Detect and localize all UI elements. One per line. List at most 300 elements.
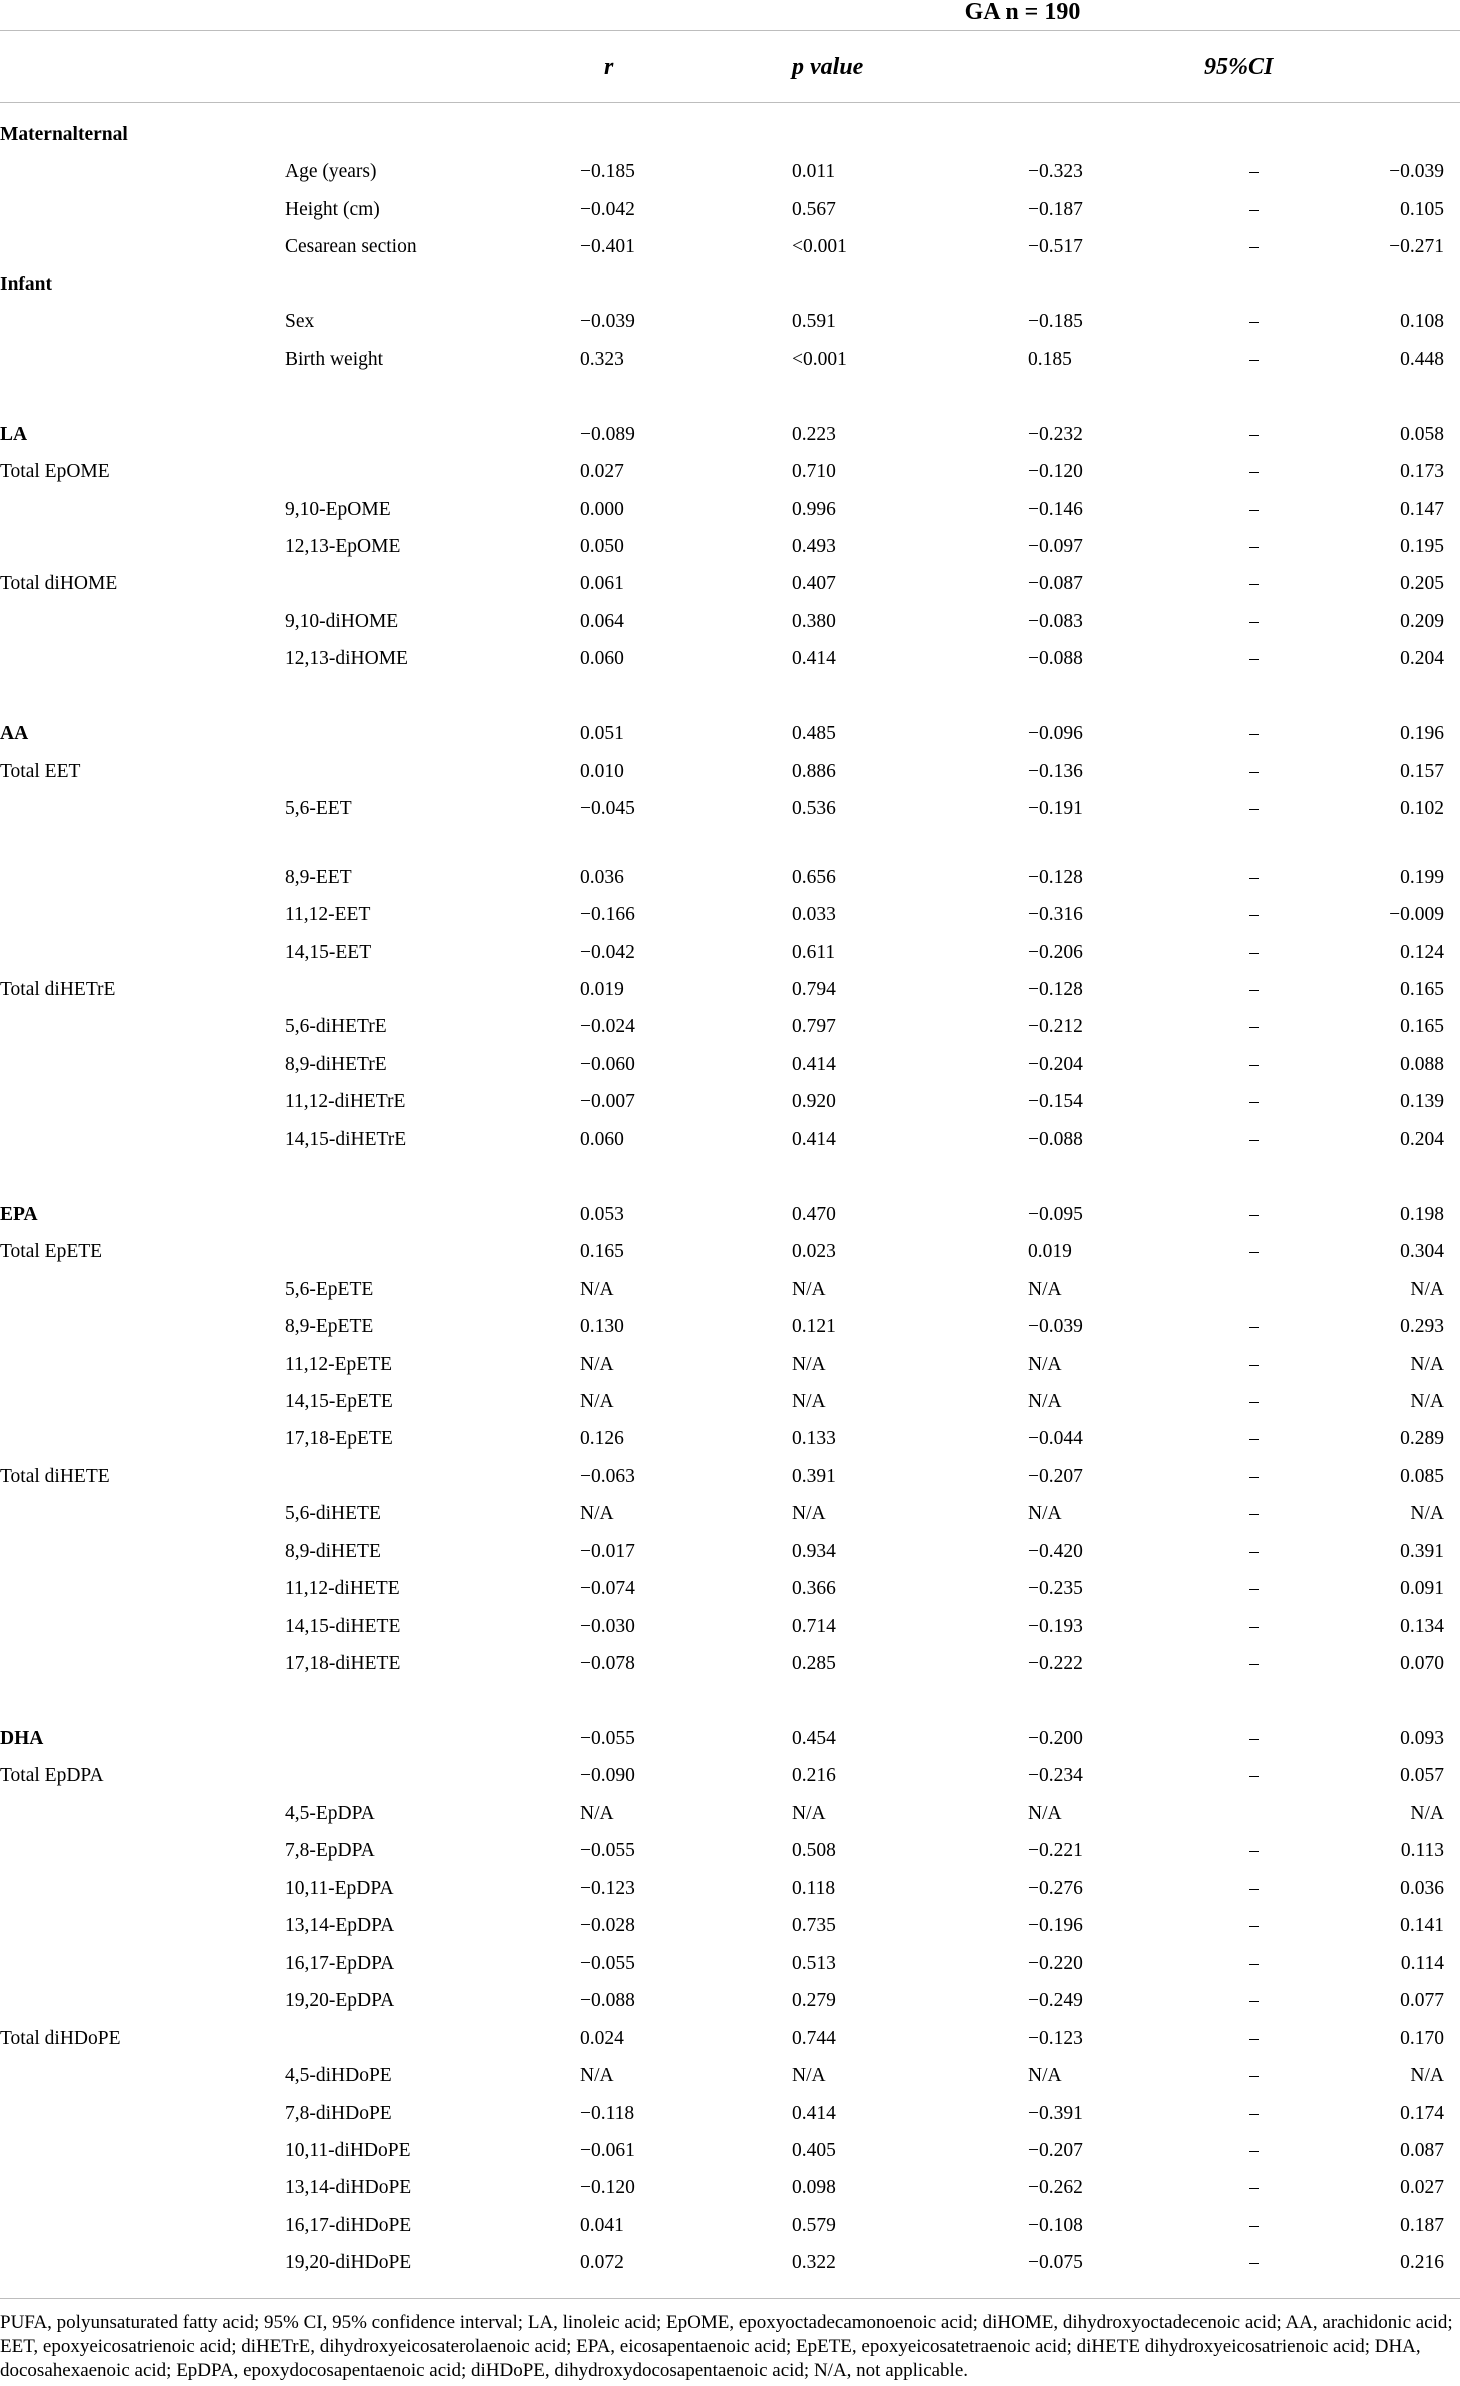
cell-ci-upper: 0.027 <box>1400 2177 1444 2199</box>
cell-ci-upper: 0.293 <box>1400 1316 1444 1337</box>
cell-ci-lower: −0.154 <box>1028 1091 1083 1113</box>
cell-r: −0.060 <box>580 1053 635 1075</box>
cell-p-value: 0.454 <box>792 1728 836 1749</box>
cell-p-value: 0.223 <box>792 423 836 445</box>
cell-p-value: 0.710 <box>792 461 836 483</box>
cell-ci-dash: – <box>1249 2177 1259 2199</box>
cell-ci-upper: 0.085 <box>1400 1465 1444 1487</box>
table-row <box>0 349 1460 386</box>
row-subcategory: Sex <box>285 311 315 333</box>
row-subcategory: 5,6-diHETE <box>285 1503 381 1525</box>
cell-r: −0.042 <box>580 198 635 220</box>
cell-ci-lower: N/A <box>1028 1390 1062 1412</box>
table-row <box>0 1541 1460 1578</box>
cell-r: −0.055 <box>580 1840 635 1862</box>
row-subcategory: Cesarean section <box>285 236 417 258</box>
cell-ci-dash: – <box>1249 461 1259 483</box>
cell-p-value: 0.133 <box>792 1428 836 1450</box>
row-subcategory: 19,20-diHDoPE <box>285 2252 412 2274</box>
cell-ci-upper: 0.165 <box>1400 1016 1444 1038</box>
table-row <box>0 1728 1460 1765</box>
table-row <box>0 2103 1460 2140</box>
cell-p-value: 0.920 <box>792 1091 836 1113</box>
row-category: AA <box>0 723 29 745</box>
cell-ci-lower: −0.039 <box>1028 1316 1083 1337</box>
cell-ci-dash: – <box>1249 161 1259 183</box>
cell-r: −0.089 <box>580 423 635 445</box>
cell-ci-upper: 0.209 <box>1400 610 1444 632</box>
cell-r: −0.078 <box>580 1653 635 1675</box>
cell-ci-upper: 0.141 <box>1400 1915 1444 1937</box>
row-subcategory: 14,15-diHETE <box>285 1615 401 1637</box>
cell-ci-dash: – <box>1249 348 1259 370</box>
row-subcategory: 5,6-EpETE <box>285 1278 374 1300</box>
row-subcategory: 4,5-diHDoPE <box>285 2065 392 2086</box>
cell-r: 0.165 <box>580 1241 624 1263</box>
cell-ci-upper: 0.173 <box>1400 461 1444 483</box>
table-row <box>0 2215 1460 2252</box>
table-row <box>0 1054 1460 1091</box>
cell-p-value: 0.011 <box>792 161 836 183</box>
cell-r: 0.019 <box>580 979 624 1000</box>
cell-ci-dash: – <box>1249 1990 1259 2012</box>
cell-ci-dash: – <box>1249 1765 1259 1787</box>
cell-p-value: 0.414 <box>792 2102 836 2124</box>
cell-r: −0.039 <box>580 311 635 333</box>
cell-ci-lower: −0.200 <box>1028 1728 1083 1749</box>
row-subcategory: 14,15-EpETE <box>285 1390 393 1412</box>
row-subcategory: 8,9-diHETrE <box>285 1053 387 1075</box>
cell-r: −0.045 <box>580 798 635 820</box>
cell-ci-upper: 0.204 <box>1400 648 1444 670</box>
cell-ci-lower: −0.187 <box>1028 198 1083 220</box>
cell-ci-upper: 0.139 <box>1400 1091 1444 1113</box>
table-row <box>0 1279 1460 1316</box>
cell-r: −0.007 <box>580 1091 635 1113</box>
cell-r: −0.024 <box>580 1016 635 1038</box>
table-row <box>0 2065 1460 2102</box>
table-row <box>0 761 1460 798</box>
table-row <box>0 2028 1460 2065</box>
cell-ci-lower: −0.096 <box>1028 723 1083 745</box>
cell-p-value: N/A <box>792 2065 826 2086</box>
row-subcategory: 7,8-diHDoPE <box>285 2102 392 2124</box>
row-category: Total diHETE <box>0 1465 110 1487</box>
table-row <box>0 1953 1460 1990</box>
cell-ci-upper: 0.174 <box>1400 2102 1444 2124</box>
row-subcategory: 5,6-diHETrE <box>285 1016 387 1038</box>
row-subcategory: 4,5-EpDPA <box>285 1802 375 1824</box>
cell-p-value: <0.001 <box>792 348 847 370</box>
row-subcategory: 16,17-EpDPA <box>285 1952 395 1974</box>
cell-r: −0.061 <box>580 2139 635 2161</box>
cell-ci-upper: 0.108 <box>1400 311 1444 333</box>
table-row <box>0 161 1460 198</box>
cell-ci-lower: −0.420 <box>1028 1540 1083 1562</box>
cell-ci-dash: – <box>1249 941 1259 963</box>
cell-p-value: 0.216 <box>792 1765 836 1787</box>
cell-ci-lower: −0.222 <box>1028 1653 1083 1675</box>
cell-ci-dash: – <box>1249 311 1259 333</box>
cell-ci-lower: −0.146 <box>1028 498 1083 520</box>
cell-ci-upper: 0.058 <box>1400 423 1444 445</box>
row-category: Total EpOME <box>0 461 110 483</box>
cell-ci-lower: −0.196 <box>1028 1915 1083 1937</box>
table-row <box>0 1878 1460 1915</box>
table-row <box>0 1241 1460 1278</box>
cell-ci-upper: 0.216 <box>1400 2252 1444 2274</box>
cell-ci-lower: −0.088 <box>1028 1128 1083 1150</box>
cell-ci-dash: – <box>1249 1241 1259 1263</box>
row-subcategory: 8,9-EpETE <box>285 1316 374 1337</box>
table-row <box>0 979 1460 1016</box>
cell-ci-lower: −0.185 <box>1028 311 1083 333</box>
table-row <box>0 1204 1460 1241</box>
column-header-r: r <box>604 54 614 80</box>
cell-r: 0.130 <box>580 1316 624 1337</box>
cell-p-value: 0.033 <box>792 904 836 926</box>
cell-p-value: 0.996 <box>792 498 836 520</box>
cell-ci-dash: – <box>1249 1016 1259 1038</box>
table-row <box>0 2140 1460 2177</box>
cell-ci-dash: – <box>1249 2214 1259 2236</box>
cell-ci-dash: – <box>1249 1503 1259 1525</box>
cell-ci-lower: −0.123 <box>1028 2027 1083 2049</box>
table-row <box>0 904 1460 941</box>
cell-ci-dash: – <box>1249 723 1259 745</box>
column-header-p-value: p value <box>792 54 864 80</box>
cell-p-value: 0.322 <box>792 2252 836 2274</box>
cell-r: 0.053 <box>580 1203 624 1225</box>
cell-r: 0.051 <box>580 723 624 745</box>
cell-p-value: 0.366 <box>792 1578 836 1600</box>
cell-ci-upper: 0.057 <box>1400 1765 1444 1787</box>
table-row <box>0 1428 1460 1465</box>
table-row <box>0 499 1460 536</box>
cell-ci-dash: – <box>1249 1465 1259 1487</box>
cell-r: −0.055 <box>580 1728 635 1749</box>
row-subcategory: 8,9-EET <box>285 866 352 888</box>
cell-ci-dash: – <box>1249 798 1259 820</box>
cell-ci-lower: −0.083 <box>1028 610 1083 632</box>
cell-p-value: 0.098 <box>792 2177 836 2199</box>
cell-ci-lower: N/A <box>1028 2065 1062 2086</box>
cell-r: 0.072 <box>580 2252 624 2274</box>
group-header: GA n = 190 <box>964 0 1081 25</box>
cell-ci-lower: −0.206 <box>1028 941 1083 963</box>
row-category: Infant <box>0 273 53 295</box>
cell-ci-dash: – <box>1249 536 1259 557</box>
cell-r: −0.088 <box>580 1990 635 2012</box>
cell-ci-upper: 0.147 <box>1400 498 1444 520</box>
cell-p-value: N/A <box>792 1390 826 1412</box>
cell-ci-lower: −0.075 <box>1028 2252 1083 2274</box>
row-subcategory: 11,12-EET <box>285 904 371 926</box>
cell-ci-lower: −0.204 <box>1028 1053 1083 1075</box>
row-subcategory: 11,12-diHETrE <box>285 1091 406 1113</box>
table-row <box>0 942 1460 979</box>
row-subcategory: Birth weight <box>285 348 384 370</box>
cell-ci-lower: −0.212 <box>1028 1016 1083 1038</box>
cell-ci-dash: – <box>1249 2102 1259 2124</box>
cell-r: N/A <box>580 1390 614 1412</box>
cell-ci-lower: −0.207 <box>1028 2139 1083 2161</box>
cell-ci-dash: – <box>1249 904 1259 926</box>
row-category: Total diHETrE <box>0 979 116 1000</box>
table-row <box>0 1316 1460 1353</box>
cell-r: 0.041 <box>580 2214 624 2236</box>
table-row <box>0 798 1460 835</box>
row-category: Maternalternal <box>0 124 128 145</box>
cell-ci-upper: −0.009 <box>1389 904 1444 926</box>
row-subcategory: 16,17-diHDoPE <box>285 2214 412 2236</box>
cell-ci-lower: 0.019 <box>1028 1241 1072 1263</box>
cell-p-value: 0.414 <box>792 1053 836 1075</box>
row-subcategory: 14,15-EET <box>285 941 372 963</box>
table-row <box>0 1578 1460 1615</box>
cell-ci-dash: – <box>1249 1053 1259 1075</box>
row-subcategory: 11,12-diHETE <box>285 1578 400 1600</box>
cell-ci-dash: – <box>1249 1877 1259 1899</box>
table-row <box>0 461 1460 498</box>
table-row <box>0 1990 1460 2027</box>
cell-ci-lower: −0.128 <box>1028 979 1083 1000</box>
cell-ci-upper: 0.196 <box>1400 723 1444 745</box>
cell-ci-upper: 0.204 <box>1400 1128 1444 1150</box>
cell-ci-upper: −0.039 <box>1389 161 1444 183</box>
cell-p-value: 0.391 <box>792 1465 836 1487</box>
cell-r: 0.060 <box>580 1128 624 1150</box>
cell-p-value: 0.797 <box>792 1016 836 1038</box>
table-row <box>0 1616 1460 1653</box>
cell-ci-dash: – <box>1249 2027 1259 2049</box>
table-row <box>0 124 1460 161</box>
cell-ci-dash: – <box>1249 2252 1259 2274</box>
cell-ci-dash: – <box>1249 979 1259 1000</box>
row-subcategory: 17,18-EpETE <box>285 1428 393 1450</box>
table-row <box>0 2177 1460 2214</box>
cell-ci-lower: −0.220 <box>1028 1952 1083 1974</box>
cell-p-value: 0.405 <box>792 2139 836 2161</box>
table-row <box>0 1915 1460 1952</box>
cell-r: N/A <box>580 1802 614 1824</box>
cell-ci-upper: 0.391 <box>1400 1540 1444 1562</box>
cell-r: 0.036 <box>580 866 624 888</box>
row-category: DHA <box>0 1728 44 1749</box>
cell-ci-lower: −0.232 <box>1028 423 1083 445</box>
cell-ci-dash: – <box>1249 423 1259 445</box>
cell-r: −0.055 <box>580 1952 635 1974</box>
cell-ci-dash: – <box>1249 648 1259 670</box>
cell-r: N/A <box>580 1503 614 1525</box>
row-category: Total diHOME <box>0 573 118 595</box>
table-row <box>0 1091 1460 1128</box>
cell-ci-upper: N/A <box>1410 1278 1444 1300</box>
cell-ci-dash: – <box>1249 1915 1259 1937</box>
table-row <box>0 1840 1460 1877</box>
cell-ci-lower: N/A <box>1028 1802 1062 1824</box>
cell-ci-dash: – <box>1249 1728 1259 1749</box>
cell-r: −0.120 <box>580 2177 635 2199</box>
cell-ci-lower: −0.276 <box>1028 1877 1083 1899</box>
row-category: LA <box>0 423 28 445</box>
cell-p-value: 0.121 <box>792 1316 836 1337</box>
row-subcategory: 11,12-EpETE <box>285 1353 393 1375</box>
cell-ci-upper: 0.448 <box>1400 348 1444 370</box>
cell-p-value: 0.279 <box>792 1990 836 2012</box>
table-row <box>0 424 1460 461</box>
cell-r: N/A <box>580 1353 614 1375</box>
table-row <box>0 1765 1460 1802</box>
table-row <box>0 536 1460 573</box>
cell-p-value: 0.380 <box>792 610 836 632</box>
cell-ci-lower: N/A <box>1028 1353 1062 1375</box>
cell-p-value: N/A <box>792 1353 826 1375</box>
cell-r: N/A <box>580 1278 614 1300</box>
cell-ci-upper: 0.093 <box>1400 1728 1444 1749</box>
cell-ci-lower: −0.097 <box>1028 536 1083 557</box>
cell-ci-dash: – <box>1249 236 1259 258</box>
row-subcategory: Height (cm) <box>285 198 380 220</box>
cell-ci-lower: N/A <box>1028 1278 1062 1300</box>
cell-ci-upper: 0.102 <box>1400 798 1444 820</box>
cell-ci-lower: −0.193 <box>1028 1615 1083 1637</box>
cell-ci-upper: 0.157 <box>1400 760 1444 782</box>
cell-ci-upper: 0.113 <box>1400 1840 1444 1862</box>
cell-r: 0.050 <box>580 536 624 557</box>
cell-p-value: 0.285 <box>792 1653 836 1675</box>
cell-p-value: N/A <box>792 1503 826 1525</box>
cell-p-value: 0.118 <box>792 1877 836 1899</box>
cell-ci-upper: 0.036 <box>1400 1877 1444 1899</box>
cell-r: −0.118 <box>580 2102 635 2124</box>
row-subcategory: 9,10-EpOME <box>285 498 391 520</box>
cell-ci-upper: 0.088 <box>1400 1053 1444 1075</box>
cell-ci-dash: – <box>1249 1128 1259 1150</box>
cell-r: −0.028 <box>580 1915 635 1937</box>
cell-ci-dash: – <box>1249 1540 1259 1562</box>
cell-ci-upper: N/A <box>1410 2065 1444 2086</box>
cell-r: −0.074 <box>580 1578 635 1600</box>
cell-ci-dash: – <box>1249 1203 1259 1225</box>
cell-r: 0.064 <box>580 610 624 632</box>
cell-r: −0.030 <box>580 1615 635 1637</box>
cell-p-value: 0.744 <box>792 2027 836 2049</box>
cell-r: −0.123 <box>580 1877 635 1899</box>
table-row <box>0 1129 1460 1166</box>
cell-ci-lower: −0.120 <box>1028 461 1083 483</box>
cell-ci-upper: N/A <box>1410 1353 1444 1375</box>
cell-ci-upper: 0.124 <box>1400 941 1444 963</box>
cell-ci-dash: – <box>1249 2139 1259 2161</box>
cell-ci-dash: – <box>1249 1390 1259 1412</box>
cell-r: 0.024 <box>580 2027 624 2049</box>
row-category: Total EpDPA <box>0 1765 104 1787</box>
cell-r: −0.042 <box>580 941 635 963</box>
cell-p-value: N/A <box>792 1802 826 1824</box>
cell-ci-lower: 0.185 <box>1028 348 1072 370</box>
cell-ci-upper: 0.198 <box>1400 1203 1444 1225</box>
cell-p-value: 0.714 <box>792 1615 836 1637</box>
cell-ci-upper: −0.271 <box>1389 236 1444 258</box>
row-category: EPA <box>0 1203 38 1225</box>
cell-ci-upper: 0.199 <box>1400 866 1444 888</box>
cell-r: −0.401 <box>580 236 635 258</box>
cell-ci-dash: – <box>1249 760 1259 782</box>
cell-p-value: 0.886 <box>792 760 836 782</box>
table-row <box>0 1653 1460 1690</box>
cell-p-value: 0.656 <box>792 866 836 888</box>
cell-r: N/A <box>580 2065 614 2086</box>
cell-ci-lower: −0.249 <box>1028 1990 1083 2012</box>
cell-ci-lower: −0.136 <box>1028 760 1083 782</box>
cell-p-value: 0.485 <box>792 723 836 745</box>
cell-ci-upper: 0.105 <box>1400 198 1444 220</box>
cell-ci-lower: −0.234 <box>1028 1765 1083 1787</box>
cell-r: 0.010 <box>580 760 624 782</box>
cell-ci-dash: – <box>1249 2065 1259 2086</box>
cell-ci-lower: −0.262 <box>1028 2177 1083 2199</box>
cell-p-value: 0.567 <box>792 198 836 220</box>
cell-p-value: <0.001 <box>792 236 847 258</box>
cell-ci-lower: −0.323 <box>1028 161 1083 183</box>
row-subcategory: 19,20-EpDPA <box>285 1990 395 2012</box>
cell-p-value: 0.023 <box>792 1241 836 1263</box>
table-footnote: PUFA, polyunsaturated fatty acid; 95% CI, 95% confidence interval; LA, linoleic acid; EpOME, epoxyoctadecamonoenoic acid; diHOME, dihydroxyoctadecenoic acid; AA, arachidonic acid; EET, epoxyeicosatrienoic acid; diHETrE, dihydroxyeicosaterolaenoic acid; EPA, eicosapentaenoic acid; EpETE, epoxyeicosatetraenoic acid; diHETE dihydroxyeicosatrienoic acid; DHA, docosahexaenoic acid; EpDPA, epoxydocosapentaenoic acid; diHDoPE, dihydroxydocosapentaenoic acid; N/A, not applicable. <box>0 2312 1453 2381</box>
cell-p-value: 0.493 <box>792 536 836 557</box>
cell-ci-lower: −0.316 <box>1028 904 1083 926</box>
cell-p-value: N/A <box>792 1278 826 1300</box>
cell-p-value: 0.611 <box>792 941 836 963</box>
table-row <box>0 311 1460 348</box>
row-subcategory: 9,10-diHOME <box>285 610 399 632</box>
cell-ci-lower: −0.391 <box>1028 2102 1083 2124</box>
row-subcategory: 8,9-diHETE <box>285 1540 381 1562</box>
cell-p-value: 0.934 <box>792 1540 836 1562</box>
cell-ci-upper: 0.114 <box>1400 1952 1444 1974</box>
cell-p-value: 0.414 <box>792 1128 836 1150</box>
row-category: Total EET <box>0 760 81 782</box>
table-row <box>0 236 1460 273</box>
table-row <box>0 723 1460 760</box>
row-subcategory: 12,13-diHOME <box>285 648 408 670</box>
table-row <box>0 1503 1460 1540</box>
cell-ci-upper: N/A <box>1410 1503 1444 1525</box>
row-subcategory: 10,11-EpDPA <box>285 1877 394 1899</box>
table-row <box>0 573 1460 610</box>
row-subcategory: 12,13-EpOME <box>285 536 401 557</box>
cell-ci-dash: – <box>1249 1428 1259 1450</box>
cell-ci-lower: N/A <box>1028 1503 1062 1525</box>
cell-ci-lower: −0.108 <box>1028 2214 1083 2236</box>
cell-p-value: 0.508 <box>792 1840 836 1862</box>
table-row <box>0 648 1460 685</box>
column-header-95ci: 95%CI <box>1204 54 1274 80</box>
cell-ci-dash: – <box>1249 198 1259 220</box>
cell-p-value: 0.513 <box>792 1952 836 1974</box>
row-subcategory: 13,14-EpDPA <box>285 1915 395 1937</box>
cell-ci-dash: – <box>1249 610 1259 632</box>
cell-ci-upper: 0.087 <box>1400 2139 1444 2161</box>
cell-p-value: 0.735 <box>792 1915 836 1937</box>
cell-p-value: 0.591 <box>792 311 836 333</box>
row-subcategory: Age (years) <box>285 161 377 183</box>
cell-r: 0.027 <box>580 461 624 483</box>
cell-ci-dash: – <box>1249 1653 1259 1675</box>
cell-ci-lower: −0.088 <box>1028 648 1083 670</box>
cell-ci-upper: N/A <box>1410 1390 1444 1412</box>
cell-ci-dash: – <box>1249 1840 1259 1862</box>
